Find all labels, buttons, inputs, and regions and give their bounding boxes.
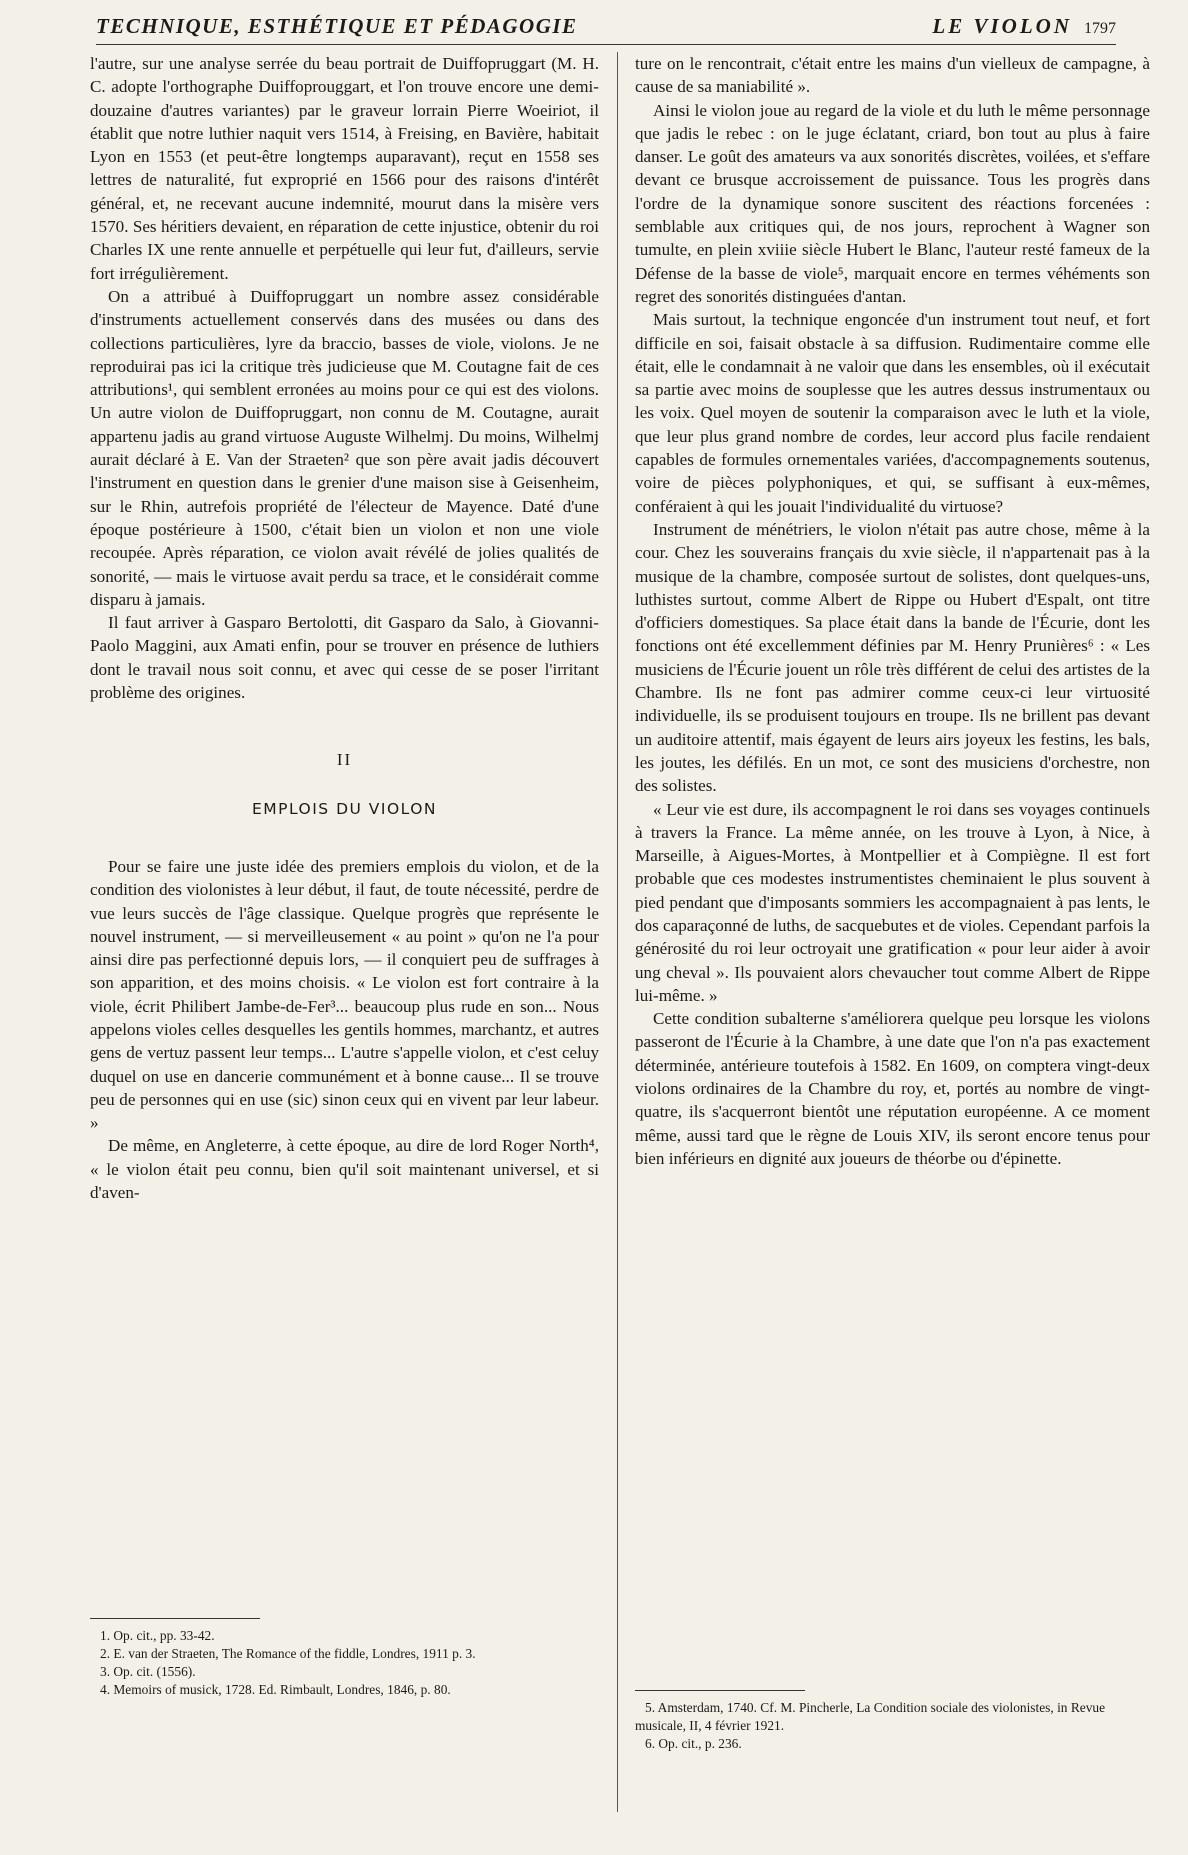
footnote: 6. Op. cit., p. 236. — [645, 1736, 742, 1751]
left-column — [90, 52, 599, 1204]
paragraph: Cette condition subalterne s'améliorera quelque peu lorsque les violons passeront de l'Écurie à la Chambre, à une date que l'on n'a pas exactement déterminée, antérieure toutefois à 1582. En 1609, on comptera vingt-deux violons ordinaires de la Chambre du roy, et, portés au nombre de vingt-quatre, ils s'acquerront bientôt une réputation européenne. A ce moment même, aussi tard que le règne de Louis XIV, ils seront encore tenus pour bien inférieurs en dignité aux joueurs de théorbe ou d'épinette. — [635, 1009, 1150, 1168]
paragraph: ture on le rencontrait, c'était entre les mains d'un vielleux de campagne, à cause de sa maniabilité ». — [635, 54, 1150, 97]
paragraph: l'autre, sur une analyse serrée du beau portrait de Duiffopruggart (M. H. C. adopte l'orthographe Duiffoprouggart, et l'on trouve encore une demi-douzaine d'autres variantes) par le graveur lorrain Pierre Woeiriot, il établit que notre luthier naquit vers 1514, à Freising, en Bavière, habitait Lyon en 1553 (et peut-être longtemps auparavant), reçut en 1558 ses lettres de naturalité, fut exproprié en 1566 pour des raisons d'intérêt général, et, ne recevant aucune indemnité, mourut dans la misère vers 1570. Ses héritiers devaient, en réparation de cette injustice, obtenir du roi Charles IX une rente annuelle et perpétuelle qui leur fut, d'ailleurs, servie fort irrégulièrement. — [90, 54, 599, 283]
paragraph: Ainsi le violon joue au regard de la viole et du luth le même personnage que jadis le rebec : on le juge éclatant, criard, bon tout au plus à faire danser. Le goût des amateurs va aux sonorités discrètes, voilées, et s'effare devant ce brusque accroissement de puissance. Tous les progrès dans l'ordre de la dynamique sonore suscitent des réactions forcenées : semblable aux critiques qui, de nos jours, reprochent à Wagner son tumulte, en plein xviiie siècle Hubert le Blanc, l'auteur resté fameux de la Défense de la basse de viole⁵, marquait encore en termes véhéments son regret des sonorités distinguées d'antan. — [635, 100, 1150, 306]
header-journal-name: LE VIOLON — [932, 14, 1072, 38]
header-journal-title — [932, 14, 1116, 39]
footnote: 3. Op. cit. (1556). — [100, 1664, 196, 1679]
footnote-rule — [635, 1690, 805, 1691]
paragraph: Mais surtout, la technique engoncée d'un instrument tout neuf, et fort difficile en soi, faisait obstacle à sa diffusion. Rudimentaire comme elle était, elle le condamnait à ne valoir que dans les ensembles, où il exécutait sa partie avec moins de souplesse que les autres dessus instrumentaux ou les voix. Quel moyen de soutenir la comparaison avec le luth et la viole, que leur plus grand nombre de cordes, leur accord plus facile rendaient capables de formules ornementales variées, d'accompagnements soutenus, voire de pièces polyphoniques, et qui, se suffisant à eux-mêmes, conféraient à qui les jouait l'individualité du virtuose? — [635, 310, 1150, 516]
footnote: 2. E. van der Straeten, The Romance of the fiddle, Londres, 1911 p. 3. — [100, 1646, 476, 1661]
footnote: 1. Op. cit., pp. 33-42. — [100, 1628, 215, 1643]
page-number: 1797 — [1084, 20, 1116, 37]
paragraph: Pour se faire une juste idée des premiers emplois du violon, et de la condition des violonistes à leur début, il faut, de toute nécessité, perdre de vue leurs succès de l'âge classique. Quelque progrès que représente le nouvel instrument, — si merveilleusement « au point » qu'on ne l'a pour ainsi dire pas perfectionné depuis lors, — il conquiert peu de suffrages à son apparition, et des moins choisis. « Le violon est fort contraire à la viole, écrit Philibert Jambe-de-Fer³... beaucoup plus rude en son... Nous appelons violes celles desquelles les gentils hommes, marchantz, et autres gens de vertuz passent leur temps... L'autre s'appelle violon, et c'est celuy duquel on use en dancerie communément et à bonne cause... Il se trouve peu de personnes qui en use (sic) sinon ceux qui en vivent par leur labeur. » — [90, 856, 599, 1133]
paragraph: On a attribué à Duiffopruggart un nombre assez considérable d'instruments actuellement conservés dans des musées ou dans des collections particulières, lyre da braccio, basses de viole, violons. Je ne reproduirai pas ici la critique très judicieuse que M. Coutagne fait de ces attributions¹, qui semblent erronées au moins pour ce qui est des violons. Un autre violon de Duiffopruggart, non connu de M. Coutagne, aurait appartenu jadis au grand virtuose Auguste Wilhelmj. Du moins, Wilhelmj aurait déclaré à E. Van der Straeten² que son père avait jadis découvert l'instrument en question dans le grenier d'une maison sise à Geisenheim, sur le Rhin, autrefois propriété de l'électeur de Mayence. Daté d'une époque postérieure à 1500, c'était bien un violon et non une viole recoupée. Après réparation, ce violon avait révélé de jolies qualités de sonorité, — mais le virtuose avait perdu sa trace, et le considérait comme disparu à jamais. — [90, 286, 599, 609]
paragraph: De même, en Angleterre, à cette époque, au dire de lord Roger North⁴, « le violon était peu connu, bien qu'il soit maintenant universel, et si d'aven- — [90, 1136, 599, 1203]
footnotes-right — [635, 1690, 1150, 1753]
footnote: 5. Amsterdam, 1740. Cf. M. Pincherle, La Condition sociale des violonistes, in Revue musicale, II, 4 février 1921. — [635, 1700, 1106, 1733]
right-column — [635, 52, 1150, 1170]
footnotes-left — [90, 1618, 599, 1699]
paragraph: Il faut arriver à Gasparo Bertolotti, dit Gasparo da Salo, à Giovanni-Paolo Maggini, aux Amati enfin, pour se trouver en présence de luthiers dont le travail nous soit connu, et avec qui cesse de se poser l'irritant problème des origines. — [90, 613, 599, 703]
section-number: II — [336, 750, 353, 770]
footnote: 4. Memoirs of musick, 1728. Ed. Rimbault, Londres, 1846, p. 80. — [100, 1682, 451, 1697]
footnote-rule — [90, 1618, 260, 1619]
paragraph: Instrument de ménétriers, le violon n'était pas autre chose, même à la cour. Chez les souverains français du xvie siècle, il n'appartenait pas à la musique de la chambre, composée surtout de solistes, dont quelques-uns, luthistes surtout, comme Albert de Rippe ou Hubert d'Espalt, ont titre d'officiers domestiques. Sa place était dans la bande de l'Écurie, dont les fonctions ont été excellemment définies par M. Henry Prunières⁶ : « Les musiciens de l'Écurie jouent un rôle très différent de celui des artistes de la Chambre. Ils ne font pas admirer comme ceux-ci leur virtuosité individuelle, ils se produisent toujours en troupe. Ils ne brillent pas devant un auditoire attentif, mais égayent de leurs airs joyeux les festins, les bals, les joutes, les défilés. En un mot, ce sont des musiciens d'orchestre, non des solistes. — [635, 519, 1150, 796]
paragraph: « Leur vie est dure, ils accompagnent le roi dans ses voyages continuels à travers la France. La même année, on les trouve à Lyon, à Nice, à Marseille, à Aigues-Mortes, à Montpellier et à Compiègne. Il est fort probable que ces modestes instrumentistes cheminaient le plus souvent à pied pendant que d'imposants sommiers les accompagnaient à pas lents, le dos caparaçonné de luths, de sacquebutes et de violes. Cependant parfois la générosité du roi leur octroyait une gratification « pour leur aider à avoir ung cheval ». Ils pouvaient alors chevaucher tout comme Albert de Rippe lui-même. » — [635, 799, 1151, 1005]
running-header — [96, 14, 1116, 45]
section-title: EMPLOIS DU VIOLON — [251, 799, 438, 818]
header-section-title: TECHNIQUE, ESTHÉTIQUE ET PÉDAGOGIE — [96, 14, 578, 38]
column-divider — [617, 52, 618, 1812]
